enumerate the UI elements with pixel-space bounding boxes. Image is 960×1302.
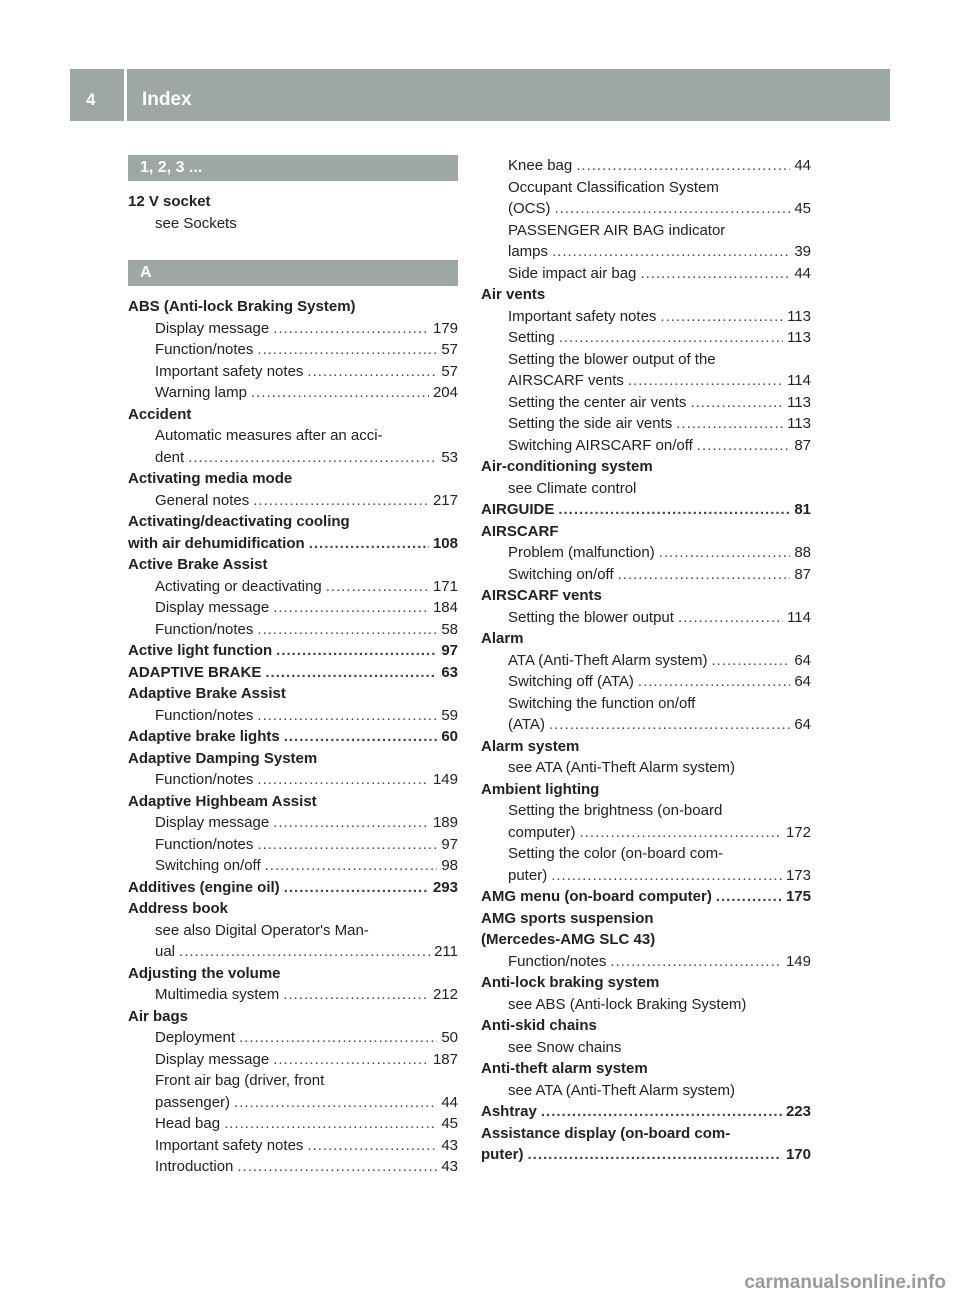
index-subentry[interactable]: [128, 1113, 458, 1135]
dot-leader: [224, 1113, 437, 1135]
index-heading: Activating/deactivating cooling: [128, 513, 350, 530]
index-column-left: [128, 155, 458, 1178]
index-heading: Air vents: [481, 286, 546, 303]
index-subentry: see Climate control: [508, 479, 637, 497]
index-subentry[interactable]: [481, 155, 811, 177]
index-heading: Ambient lighting: [481, 780, 600, 798]
page-reference[interactable]: 57: [441, 341, 458, 358]
entry-text: Activating or deactivating: [155, 577, 322, 595]
index-subentry[interactable]: [128, 705, 458, 727]
index-heading: Assistance display (on-board com-: [481, 1124, 731, 1142]
index-subentry[interactable]: [481, 413, 811, 435]
entry-text: AMG menu (on-board computer): [481, 888, 712, 905]
page-reference[interactable]: 212: [432, 986, 458, 1003]
index-subentry[interactable]: [128, 339, 458, 361]
page-reference[interactable]: 98: [441, 857, 458, 874]
index-heading[interactable]: [128, 877, 458, 899]
index-subentry[interactable]: [128, 941, 458, 963]
dot-leader: [257, 769, 429, 791]
entry-text: Display message: [155, 319, 270, 337]
dot-leader: [541, 1101, 782, 1123]
dot-leader: [273, 1049, 429, 1071]
entry-text: Function/notes: [155, 771, 254, 788]
entry-text: computer): [508, 823, 576, 841]
index-heading: Anti-skid chains: [481, 1017, 597, 1034]
index-subentry[interactable]: [128, 834, 458, 856]
entry-text: Function/notes: [155, 835, 254, 853]
page-reference[interactable]: 87: [794, 565, 811, 583]
index-subentry[interactable]: [128, 1049, 458, 1071]
index-subentry[interactable]: [481, 951, 811, 973]
page-reference[interactable]: 45: [441, 1115, 458, 1132]
index-heading[interactable]: [128, 533, 458, 555]
dot-leader: [576, 155, 790, 177]
index-subentry[interactable]: [128, 382, 458, 404]
page-reference[interactable]: 58: [441, 620, 458, 638]
page-reference[interactable]: 64: [794, 651, 811, 669]
entry-text: Warning lamp: [155, 384, 247, 401]
entry-text: Display message: [155, 599, 270, 616]
page-reference[interactable]: 204: [432, 384, 458, 401]
page-reference[interactable]: 217: [432, 491, 458, 509]
entry-text: Important safety notes: [508, 307, 657, 325]
page-reference[interactable]: 223: [785, 1103, 811, 1120]
page-reference[interactable]: 43: [441, 1158, 458, 1175]
entry-text: Deployment: [155, 1029, 236, 1046]
dot-leader: [551, 865, 782, 887]
index-subentry[interactable]: [481, 607, 811, 629]
dot-leader: [257, 834, 437, 856]
index-heading: Adjusting the volume: [128, 964, 281, 982]
index-heading[interactable]: [481, 499, 811, 521]
index-heading: Anti-theft alarm system: [481, 1060, 648, 1077]
index-subentry: Automatic measures after an acci-: [155, 427, 383, 444]
index-column-right: [481, 155, 811, 1166]
dot-leader: [558, 499, 790, 521]
entry-text: Function/notes: [508, 952, 607, 970]
index-subentry: Setting the color (on-board com-: [508, 845, 724, 862]
page-reference[interactable]: 87: [794, 436, 811, 454]
dot-leader: [309, 533, 429, 555]
dot-leader: [559, 327, 783, 349]
index-subentry: see ATA (Anti-Theft Alarm system): [508, 759, 736, 776]
index-heading: Alarm: [481, 630, 524, 647]
dot-leader: [711, 650, 790, 672]
page-reference[interactable]: 97: [441, 642, 458, 659]
index-heading: AIRSCARF vents: [481, 587, 602, 604]
entry-text: ual: [155, 943, 176, 960]
entry-text: Adaptive brake lights: [128, 728, 280, 745]
dot-leader: [555, 198, 791, 220]
page-reference[interactable]: 57: [441, 362, 458, 380]
index-subentry[interactable]: [481, 865, 811, 887]
index-heading: Adaptive Highbeam Assist: [128, 792, 317, 810]
entry-text: Head bag: [155, 1115, 221, 1132]
dot-leader: [276, 640, 437, 662]
index-subentry[interactable]: [128, 597, 458, 619]
page-reference[interactable]: 170: [785, 1146, 811, 1163]
dot-leader: [265, 662, 437, 684]
index-subentry[interactable]: [128, 769, 458, 791]
page-reference[interactable]: 113: [787, 329, 811, 346]
page-reference[interactable]: 114: [787, 608, 811, 626]
index-heading[interactable]: [128, 726, 458, 748]
page-reference[interactable]: 189: [432, 814, 458, 831]
page-reference[interactable]: 44: [794, 264, 811, 282]
index-subentry[interactable]: [128, 1092, 458, 1114]
index-subentry[interactable]: [128, 1027, 458, 1049]
dot-leader: [307, 361, 437, 383]
dot-leader: [253, 490, 429, 512]
index-subentry: see also Digital Operator's Man-: [155, 921, 369, 939]
dot-leader: [237, 1156, 437, 1178]
index-subentry: Setting the brightness (on-board: [508, 802, 723, 819]
dot-leader: [234, 1092, 437, 1114]
index-subentry[interactable]: [128, 490, 458, 512]
page-reference[interactable]: 60: [441, 728, 458, 745]
page-reference[interactable]: 293: [432, 878, 458, 896]
page-header: [70, 69, 890, 121]
page-reference[interactable]: 53: [441, 448, 458, 466]
dot-leader: [284, 726, 438, 748]
dot-leader: [273, 812, 429, 834]
entry-text: ADAPTIVE BRAKE: [128, 663, 262, 681]
index-heading[interactable]: [481, 886, 811, 908]
entry-text: (ATA): [508, 716, 545, 733]
page-reference[interactable]: 63: [441, 663, 458, 681]
entry-text: Switching AIRSCARF on/off: [508, 436, 693, 454]
page-reference[interactable]: 81: [794, 501, 811, 518]
dot-leader: [257, 339, 437, 361]
index-heading: (Mercedes-AMG SLC 43): [481, 931, 656, 948]
entry-text: Problem (malfunction): [508, 544, 655, 561]
page-reference[interactable]: 97: [441, 835, 458, 853]
entry-text: Switching on/off: [155, 857, 261, 874]
index-subentry[interactable]: [481, 306, 811, 328]
entry-text: Side impact air bag: [508, 264, 637, 282]
dot-leader: [628, 370, 783, 392]
entry-text: Setting the side air vents: [508, 415, 673, 432]
entry-text: Function/notes: [155, 341, 254, 358]
index-heading: ABS (Anti-lock Braking System): [128, 298, 356, 315]
dot-leader: [257, 705, 437, 727]
page-reference[interactable]: 113: [787, 415, 811, 432]
index-heading: Air-conditioning system: [481, 458, 653, 475]
index-heading[interactable]: [481, 1101, 811, 1123]
page-reference[interactable]: 149: [432, 771, 458, 788]
index-subentry[interactable]: [128, 855, 458, 877]
index-subentry[interactable]: [128, 576, 458, 598]
dot-leader: [580, 822, 782, 844]
dot-leader: [265, 855, 438, 877]
index-subentry[interactable]: [481, 370, 811, 392]
page-reference[interactable]: 64: [794, 716, 811, 733]
index-heading: Activating media mode: [128, 470, 293, 487]
page-reference[interactable]: 39: [794, 243, 811, 260]
dot-leader: [610, 951, 782, 973]
dot-leader: [528, 1144, 782, 1166]
dot-leader: [716, 886, 782, 908]
dot-leader: [284, 877, 429, 899]
page-reference[interactable]: 64: [794, 673, 811, 690]
entry-text: (OCS): [508, 200, 551, 217]
entry-text: ATA (Anti-Theft Alarm system): [508, 651, 708, 669]
dot-leader: [257, 619, 437, 641]
dot-leader: [552, 241, 790, 263]
index-subentry[interactable]: [481, 263, 811, 285]
entry-text: Multimedia system: [155, 986, 280, 1003]
page-reference[interactable]: 175: [785, 888, 811, 905]
page-number: 4: [86, 90, 96, 109]
page-reference[interactable]: 43: [441, 1136, 458, 1154]
dot-leader: [660, 306, 783, 328]
index-heading: AMG sports suspension: [481, 909, 654, 927]
dot-leader: [676, 413, 783, 435]
index-heading: Alarm system: [481, 737, 580, 755]
dot-leader: [239, 1027, 437, 1049]
entry-text: Introduction: [155, 1158, 234, 1175]
index-subentry[interactable]: [481, 650, 811, 672]
index-heading[interactable]: [481, 1144, 811, 1166]
dot-leader: [273, 597, 429, 619]
page-reference[interactable]: 211: [434, 943, 458, 960]
index-subentry[interactable]: [481, 198, 811, 220]
entry-text: with air dehumidification: [128, 534, 305, 552]
page-reference[interactable]: 50: [441, 1029, 458, 1046]
index-subentry: see ATA (Anti-Theft Alarm system): [508, 1081, 736, 1099]
index-subentry[interactable]: [128, 1135, 458, 1157]
page-reference[interactable]: 44: [794, 157, 811, 174]
index-subentry: Switching the function on/off: [508, 694, 696, 712]
index-heading: Adaptive Damping System: [128, 749, 318, 767]
index-subentry[interactable]: [481, 392, 811, 414]
page-reference[interactable]: 172: [785, 823, 811, 841]
dot-leader: [307, 1135, 437, 1157]
index-heading: Air bags: [128, 1007, 189, 1025]
dot-leader: [697, 435, 791, 457]
entry-text: Display message: [155, 814, 270, 831]
index-heading: Anti-lock braking system: [481, 974, 660, 991]
entry-text: Ashtray: [481, 1103, 537, 1120]
entry-text: Switching off (ATA): [508, 673, 634, 690]
dot-leader: [188, 447, 437, 469]
dot-leader: [678, 607, 783, 629]
entry-text: Function/notes: [155, 620, 254, 638]
index-subentry[interactable]: [481, 435, 811, 457]
index-subentry[interactable]: [128, 1156, 458, 1178]
entry-text: Display message: [155, 1050, 270, 1068]
dot-leader: [549, 714, 790, 736]
page-reference[interactable]: 113: [787, 307, 811, 325]
index-heading: Address book: [128, 900, 229, 917]
section-header: A: [128, 260, 458, 286]
page-reference[interactable]: 173: [785, 866, 811, 884]
entry-text: Important safety notes: [155, 362, 304, 380]
index-heading[interactable]: [128, 662, 458, 684]
index-subentry[interactable]: [128, 812, 458, 834]
page-reference[interactable]: 184: [432, 599, 458, 616]
dot-leader: [638, 671, 790, 693]
index-subentry: Occupant Classification System: [508, 178, 719, 196]
entry-text: Function/notes: [155, 706, 254, 724]
page-reference[interactable]: 45: [794, 200, 811, 217]
entry-text: Switching on/off: [508, 565, 614, 583]
entry-text: Additives (engine oil): [128, 878, 280, 896]
entry-text: Active light function: [128, 642, 273, 659]
dot-leader: [326, 576, 429, 598]
index-subentry: Front air bag (driver, front: [155, 1072, 325, 1089]
page-reference[interactable]: 108: [432, 534, 458, 552]
dot-leader: [179, 941, 430, 963]
page-reference[interactable]: 187: [432, 1050, 458, 1068]
index-heading: Active Brake Assist: [128, 556, 268, 573]
index-heading: 12 V socket: [128, 193, 211, 210]
header-divider: [124, 69, 127, 121]
dot-leader: [273, 318, 429, 340]
index-subentry: see Sockets: [155, 214, 237, 232]
index-subentry[interactable]: [481, 822, 811, 844]
index-heading[interactable]: [128, 640, 458, 662]
dot-leader: [690, 392, 783, 414]
dot-leader: [283, 984, 429, 1006]
index-subentry[interactable]: [128, 447, 458, 469]
entry-text: General notes: [155, 491, 250, 509]
page-reference[interactable]: 179: [432, 319, 458, 337]
entry-text: puter): [481, 1146, 524, 1163]
index-subentry: see Snow chains: [508, 1038, 622, 1056]
dot-leader: [251, 382, 429, 404]
page-reference[interactable]: 44: [441, 1093, 458, 1111]
entry-text: Knee bag: [508, 157, 573, 174]
entry-text: AIRGUIDE: [481, 501, 555, 518]
index-subentry[interactable]: [128, 361, 458, 383]
index-heading: AIRSCARF: [481, 522, 559, 540]
index-subentry: PASSENGER AIR BAG indicator: [508, 221, 726, 239]
index-heading: Adaptive Brake Assist: [128, 685, 286, 702]
entry-text: Setting the blower output: [508, 608, 674, 626]
watermark: carmanualsonline.info: [744, 1272, 946, 1293]
page-reference[interactable]: 88: [794, 544, 811, 561]
page-reference[interactable]: 113: [787, 393, 811, 411]
entry-text: Important safety notes: [155, 1136, 304, 1154]
entry-text: dent: [155, 448, 185, 466]
page-reference[interactable]: 59: [441, 706, 458, 724]
entry-text: passenger): [155, 1093, 231, 1111]
dot-leader: [640, 263, 790, 285]
entry-text: puter): [508, 866, 548, 884]
entry-text: lamps: [508, 243, 549, 260]
page-reference[interactable]: 171: [432, 577, 458, 595]
page-title: Index: [142, 89, 192, 110]
index-subentry[interactable]: [481, 327, 811, 349]
page-reference[interactable]: 149: [785, 952, 811, 970]
entry-text: Setting the center air vents: [508, 393, 687, 411]
index-subentry[interactable]: [128, 984, 458, 1006]
page-reference[interactable]: 114: [787, 372, 811, 389]
index-subentry[interactable]: [481, 542, 811, 564]
entry-text: AIRSCARF vents: [508, 372, 624, 389]
index-subentry[interactable]: [128, 318, 458, 340]
index-subentry[interactable]: [481, 241, 811, 263]
section-header: 1, 2, 3 ...: [128, 155, 458, 181]
index-subentry[interactable]: [481, 671, 811, 693]
index-subentry[interactable]: [128, 619, 458, 641]
index-subentry: see ABS (Anti-lock Braking System): [508, 995, 747, 1013]
index-subentry[interactable]: [481, 714, 811, 736]
dot-leader: [618, 564, 791, 586]
entry-text: Setting: [508, 329, 555, 346]
index-subentry[interactable]: [481, 564, 811, 586]
index-subentry: Setting the blower output of the: [508, 350, 716, 368]
index-heading: Accident: [128, 405, 192, 423]
dot-leader: [659, 542, 791, 564]
